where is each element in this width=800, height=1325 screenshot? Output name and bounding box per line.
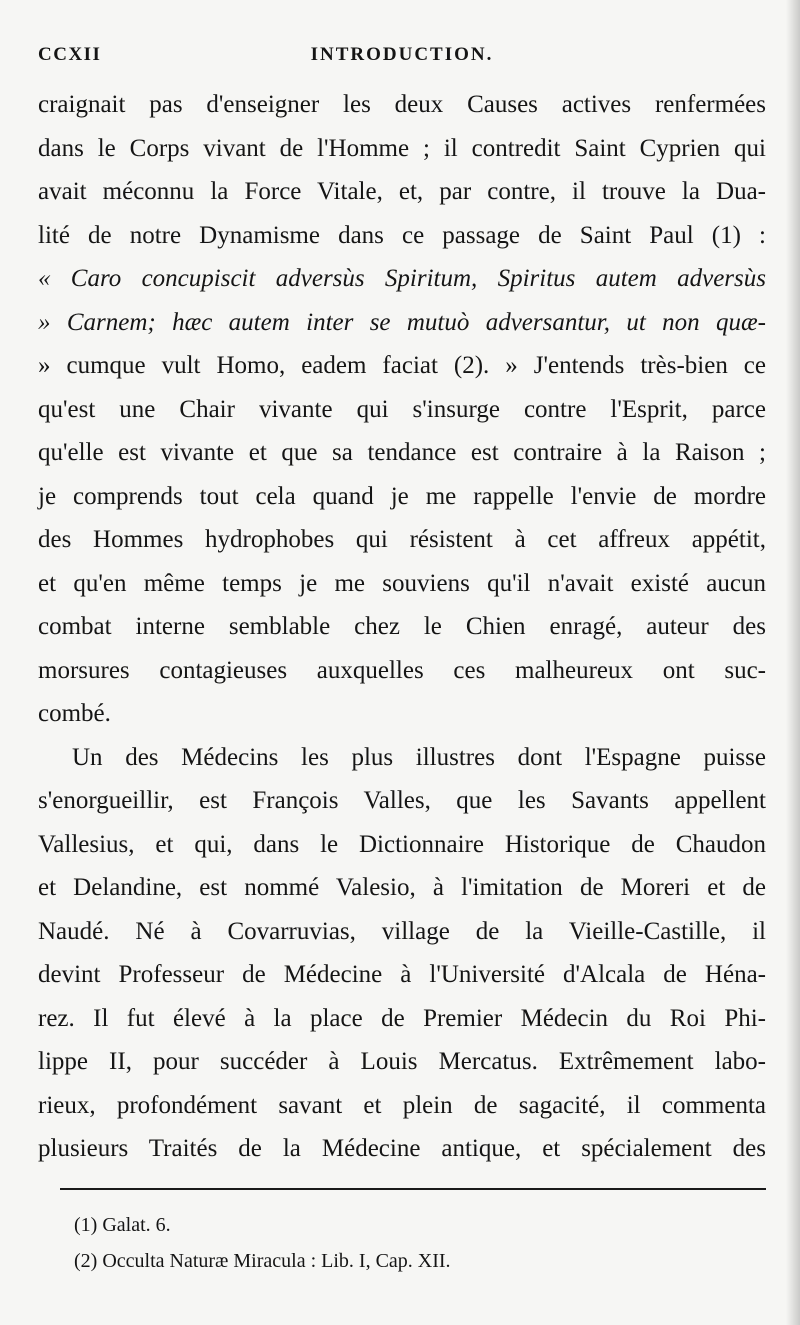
text-line: lité de notre Dynamisme dans ce passage de Saint Paul (1) :	[38, 221, 766, 249]
text-line: morsures contagieuses auxquelles ces malheureux ont suc-	[38, 656, 766, 684]
text-line: Vallesius, et qui, dans le Dictionnaire Historique de Chaudon	[38, 830, 766, 858]
text-line: plusieurs Traités de la Médecine antique, et spécialement des	[38, 1135, 766, 1162]
text-line: Naudé. Né à Covarruvias, village de la Vieille-Castille, il	[38, 917, 766, 945]
text-line: lippe II, pour succéder à Louis Mercatus. Extrêmement labo-	[38, 1048, 766, 1075]
footnote-divider	[60, 1188, 766, 1190]
text-line: rieux, profondément savant et plein de sagacité, il commenta	[38, 1091, 766, 1119]
text-line: combat interne semblable chez le Chien enragé, auteur des	[38, 613, 766, 640]
running-title: INTRODUCTION.	[310, 44, 494, 65]
text-line: dans le Corps vivant de l'Homme ; il contredit Saint Cyprien qui	[38, 134, 766, 162]
text-line: combé.	[38, 700, 111, 727]
text-line: devint Professeur de Médecine à l'Université d'Alcala de Héna-	[38, 961, 766, 988]
footnotes	[74, 1207, 766, 1279]
text-line: je comprends tout cela quand je me rappelle l'envie de mordre	[38, 482, 766, 510]
running-head	[38, 44, 766, 74]
text-line: des Hommes hydrophobes qui résistent à cet affreux appétit,	[38, 526, 766, 553]
page-number: CCXII	[38, 44, 102, 65]
text-line: » cumque vult Homo, eadem faciat (2). » J'entends très-bien ce	[38, 352, 766, 379]
text-line: et Delandine, est nommé Valesio, à l'imitation de Moreri et de	[38, 874, 766, 901]
body-text	[38, 83, 766, 1171]
footnote: (1) Galat. 6.	[74, 1214, 171, 1236]
text-line: rez. Il fut élevé à la place de Premier Médecin du Roi Phi-	[38, 1004, 766, 1032]
text-line: s'enorgueillir, est François Valles, que les Savants appellent	[38, 787, 766, 814]
text-line: et qu'en même temps je me souviens qu'il n'avait existé aucun	[38, 569, 766, 597]
latin-quote-line: « Caro concupiscit adversùs Spiritum, Spiritus autem adversùs	[38, 265, 766, 292]
paragraph-start-line: Un des Médecins les plus illustres dont l'Espagne puisse	[72, 743, 766, 771]
latin-quote-line: » Carnem; hæc autem inter se mutuò adversantur, ut non quæ-	[38, 308, 766, 336]
text-line: qu'elle est vivante et que sa tendance est contraire à la Raison ;	[38, 439, 766, 466]
page-edge-shadow	[786, 0, 800, 1325]
text-line: qu'est une Chair vivante qui s'insurge contre l'Esprit, parce	[38, 395, 766, 423]
footnote: (2) Occulta Naturæ Miracula : Lib. I, Cap. XII.	[74, 1250, 451, 1272]
text-line: avait méconnu la Force Vitale, et, par contre, il trouve la Dua-	[38, 178, 766, 205]
text-line: craignait pas d'enseigner les deux Causes actives renfermées	[38, 91, 766, 118]
